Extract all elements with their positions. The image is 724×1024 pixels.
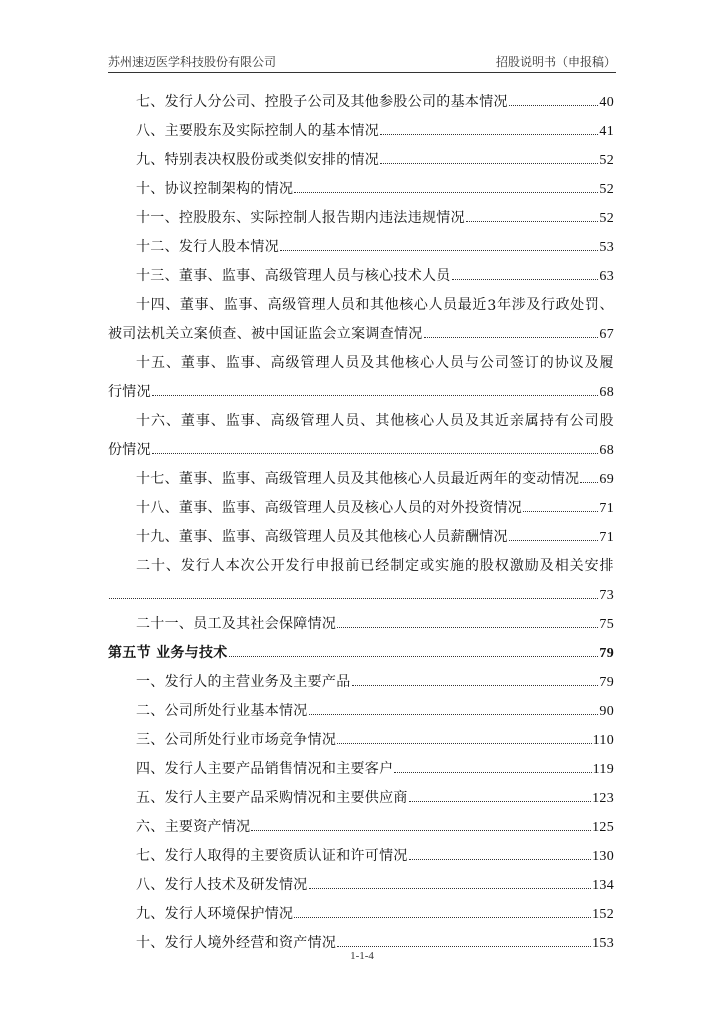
toc-entry[interactable]	[108, 459, 614, 488]
toc-entry-title-line2: 份情况	[108, 442, 151, 458]
toc-entry-page: 63	[599, 269, 614, 284]
page-number-footer: 1-1-4	[350, 950, 374, 962]
document-type: 招股说明书（申报稿）	[495, 55, 616, 69]
toc-leader-dots	[337, 627, 598, 628]
toc-entry[interactable]	[108, 401, 614, 459]
toc-entry-page: 71	[599, 530, 614, 545]
toc-entry-title: 十一、控股股东、实际控制人报告期内违法违规情况	[136, 210, 465, 226]
page-header	[108, 50, 616, 70]
toc-entry-page: 90	[599, 704, 614, 719]
toc-entry-page: 67	[599, 327, 614, 342]
toc-entry[interactable]	[108, 662, 614, 691]
toc-leader-dots	[251, 830, 591, 831]
toc-entry[interactable]	[108, 488, 614, 517]
toc-entry[interactable]	[108, 894, 614, 923]
toc-entry-title: 一、发行人的主营业务及主要产品	[136, 674, 351, 690]
toc-entry-page: 134	[592, 878, 614, 893]
toc-leader-dots	[294, 917, 591, 918]
toc-entry-page: 79	[599, 675, 614, 690]
toc-entry-title: 十九、董事、监事、高级管理人员及其他核心人员薪酬情况	[136, 529, 508, 545]
toc-leader-dots	[380, 134, 598, 135]
toc-leader-dots	[380, 163, 598, 164]
toc-entry-page: 152	[592, 907, 614, 922]
toc-entry-title: 十七、董事、监事、高级管理人员及其他核心人员最近两年的变动情况	[136, 471, 580, 487]
toc-entry-page: 73	[599, 588, 614, 603]
toc-leader-dots	[309, 714, 599, 715]
toc-entry[interactable]	[108, 82, 614, 111]
toc-entry[interactable]	[108, 836, 614, 865]
toc-leader-dots	[352, 685, 599, 686]
toc-leader-dots	[509, 540, 599, 541]
toc-entry-page: 52	[599, 182, 614, 197]
toc-entry-title: 六、主要资产情况	[136, 819, 251, 835]
toc-entry-title: 八、发行人技术及研发情况	[136, 877, 308, 893]
toc-entry-page: 130	[592, 849, 614, 864]
toc-section-heading[interactable]	[108, 633, 614, 662]
toc-entry[interactable]	[108, 140, 614, 169]
toc-entry-title: 十、协议控制架构的情况	[136, 181, 294, 197]
toc-entry[interactable]	[108, 227, 614, 256]
toc-entry-page: 153	[592, 936, 614, 951]
company-name: 苏州速迈医学科技股份有限公司	[108, 55, 277, 69]
toc-leader-dots	[466, 221, 598, 222]
toc-leader-dots	[294, 192, 598, 193]
toc-leader-dots	[452, 279, 599, 280]
toc-entry-title: 十二、发行人股本情况	[136, 239, 279, 255]
toc-entry[interactable]	[108, 749, 614, 778]
toc-leader-dots	[409, 859, 591, 860]
header-divider	[108, 72, 616, 73]
toc-section-page: 79	[599, 646, 614, 661]
toc-entry-page: 68	[599, 443, 614, 458]
table-of-contents	[108, 82, 614, 952]
toc-entry-title: 十三、董事、监事、高级管理人员与核心技术人员	[136, 268, 451, 284]
toc-entry-title: 三、公司所处行业市场竞争情况	[136, 732, 337, 748]
toc-entry-page: 53	[599, 240, 614, 255]
toc-entry-page: 119	[592, 762, 614, 777]
toc-leader-dots	[509, 105, 599, 106]
toc-entry-title: 八、主要股东及实际控制人的基本情况	[136, 123, 380, 139]
toc-leader-dots	[523, 511, 598, 512]
toc-leader-dots	[394, 772, 591, 773]
toc-entry-title-line2: 行情况	[108, 384, 151, 400]
toc-entry-page: 125	[592, 820, 614, 835]
toc-leader-dots	[337, 743, 591, 744]
toc-leader-dots	[580, 482, 598, 483]
toc-entry[interactable]	[108, 111, 614, 140]
toc-leader-dots	[229, 656, 599, 657]
toc-entry-page: 123	[592, 791, 614, 806]
toc-entry-page: 52	[599, 153, 614, 168]
toc-entry-title: 二十一、员工及其社会保障情况	[136, 616, 337, 632]
toc-entry-page: 75	[599, 617, 614, 632]
toc-entry[interactable]	[108, 865, 614, 894]
toc-entry[interactable]	[108, 778, 614, 807]
toc-entry-title: 二、公司所处行业基本情况	[136, 703, 308, 719]
toc-section-title: 第五节 业务与技术	[108, 645, 228, 661]
toc-entry-page: 68	[599, 385, 614, 400]
toc-leader-dots	[409, 801, 591, 802]
toc-leader-dots	[152, 453, 598, 454]
toc-entry-title-line1: 十 六 、 董 事 、 监 事 、 高 级 管 理 人 员 、 其 他 核 心 人 员 及 其 近 亲 属 持 有 公 司 股	[136, 413, 614, 429]
toc-entry-page: 69	[599, 472, 614, 487]
toc-entry-title-line1: 二 十 、 发 行 人 本 次 公 开 发 行 申 报 前 已 经 制 定 或 实 施 的 股 权 激 励 及 相 关 安 排	[136, 558, 614, 574]
toc-leader-dots	[280, 250, 598, 251]
toc-entry-title: 九、发行人环境保护情况	[136, 906, 294, 922]
toc-entry-title: 十、发行人境外经营和资产情况	[136, 935, 337, 951]
toc-entry-title: 五、发行人主要产品采购情况和主要供应商	[136, 790, 408, 806]
toc-entry[interactable]	[108, 604, 614, 633]
toc-entry-title: 七、发行人分公司、控股子公司及其他参股公司的基本情况	[136, 94, 508, 110]
toc-leader-dots	[424, 337, 599, 338]
toc-entry-title-line1: 十 五 、 董 事 、 监 事 、 高 级 管 理 人 员 及 其 他 核 心 人 员 与 公 司 签 订 的 协 议 及 履	[136, 355, 614, 371]
toc-entry-title: 十八、董事、监事、高级管理人员及核心人员的对外投资情况	[136, 500, 523, 516]
toc-entry-title: 四、发行人主要产品销售情况和主要客户	[136, 761, 394, 777]
toc-entry-page: 71	[599, 501, 614, 516]
toc-leader-dots	[109, 598, 598, 599]
toc-entry-page: 41	[599, 124, 614, 139]
toc-entry[interactable]	[108, 546, 614, 604]
toc-entry[interactable]	[108, 285, 614, 343]
toc-entry-title: 七、发行人取得的主要资质认证和许可情况	[136, 848, 408, 864]
toc-entry[interactable]	[108, 343, 614, 401]
toc-entry[interactable]	[108, 169, 614, 198]
toc-entry-title: 九、特别表决权股份或类似安排的情况	[136, 152, 380, 168]
toc-entry-page: 52	[599, 211, 614, 226]
toc-entry-page: 40	[599, 95, 614, 110]
toc-entry[interactable]	[108, 720, 614, 749]
toc-leader-dots	[152, 395, 598, 396]
toc-entry-title-line1: 十 四 、 董 事 、 监 事 、 高 级 管 理 人 员 和 其 他 核 心 人 员 最 近 3 年 涉 及 行 政 处 罚 、	[136, 297, 614, 314]
toc-entry[interactable]	[108, 517, 614, 546]
toc-entry[interactable]	[108, 923, 614, 952]
toc-entry[interactable]	[108, 691, 614, 720]
toc-entry-page: 110	[592, 733, 614, 748]
toc-entry-title-line2: 被司法机关立案侦查、被中国证监会立案调查情况	[108, 326, 423, 342]
toc-entry[interactable]	[108, 256, 614, 285]
toc-leader-dots	[337, 946, 591, 947]
toc-entry[interactable]	[108, 198, 614, 227]
toc-entry[interactable]	[108, 807, 614, 836]
toc-leader-dots	[309, 888, 591, 889]
